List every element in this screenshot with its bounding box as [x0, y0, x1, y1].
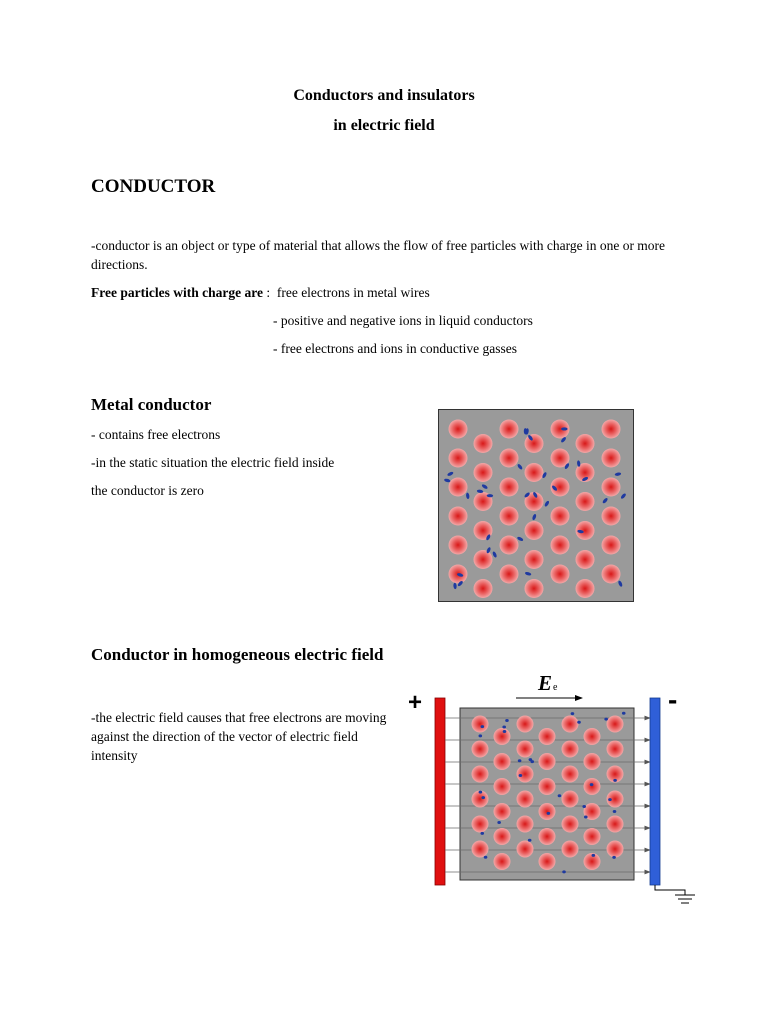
free-electron	[547, 812, 551, 815]
ion	[517, 841, 534, 858]
ion	[584, 828, 601, 845]
ion	[474, 463, 493, 482]
ion	[584, 728, 601, 745]
ion	[449, 449, 468, 468]
ion	[576, 579, 595, 598]
free-electron	[497, 821, 501, 824]
free-electron	[608, 798, 612, 801]
ion	[539, 728, 556, 745]
ion	[500, 420, 519, 439]
free-particles-colon: :	[262, 285, 271, 300]
ion	[576, 492, 595, 511]
free-electron	[503, 730, 507, 733]
ion	[602, 565, 621, 584]
free-particles-item: - positive and negative ions in liquid conductors	[273, 313, 533, 328]
ion	[602, 420, 621, 439]
ion	[472, 766, 489, 783]
ion	[525, 521, 544, 540]
free-electron	[479, 791, 483, 794]
ion	[500, 507, 519, 526]
free-particles-label: Free particles with charge are	[91, 285, 263, 300]
ion	[494, 853, 511, 870]
ion	[500, 478, 519, 497]
positive-plate	[435, 698, 445, 885]
metal-conductor-line: - contains free electrons	[91, 427, 221, 442]
free-electron	[480, 832, 484, 835]
free-electron	[590, 783, 594, 786]
free-electron	[528, 839, 532, 842]
free-particles-item: free electrons in metal wires	[276, 285, 430, 300]
free-electron	[502, 725, 506, 728]
ion	[494, 728, 511, 745]
ion	[562, 766, 579, 783]
ion	[500, 565, 519, 584]
ion	[607, 741, 624, 758]
free-electron	[584, 816, 588, 819]
free-particles-item: - free electrons and ions in conductive gasses	[273, 341, 518, 356]
free-electron	[478, 734, 482, 737]
homogeneous-field-text: -the electric field causes that free electrons are moving against the direction of the vector of electric field intensity	[91, 710, 387, 763]
free-electron	[562, 870, 566, 873]
ion	[539, 853, 556, 870]
ion	[500, 449, 519, 468]
ion	[500, 536, 519, 555]
field-subscript: e	[553, 682, 558, 693]
ion	[517, 716, 534, 733]
ion	[472, 816, 489, 833]
ion	[494, 828, 511, 845]
ion	[562, 816, 579, 833]
page-subtitle: in electric field	[333, 117, 435, 134]
free-electron	[612, 856, 616, 859]
minus-sign: -	[668, 684, 678, 715]
free-electron	[571, 712, 575, 715]
free-electron	[613, 810, 617, 813]
ion	[472, 741, 489, 758]
free-electron	[518, 759, 522, 762]
ion	[539, 803, 556, 820]
free-electron	[622, 712, 626, 715]
ion	[584, 778, 601, 795]
homogeneous-field-heading: Conductor in homogeneous electric field	[91, 645, 384, 664]
ion	[525, 579, 544, 598]
ion	[517, 816, 534, 833]
free-electron	[582, 805, 586, 808]
ion	[517, 766, 534, 783]
ion	[602, 478, 621, 497]
metal-conductor-heading: Metal conductor	[91, 395, 212, 414]
ion	[494, 803, 511, 820]
ion	[576, 434, 595, 453]
conductor-heading: CONDUCTOR	[91, 176, 216, 197]
free-electron	[519, 774, 523, 777]
ion	[494, 753, 511, 770]
ion	[525, 550, 544, 569]
ion	[517, 791, 534, 808]
free-particles-line	[91, 283, 430, 302]
ion	[562, 791, 579, 808]
free-electron	[577, 721, 581, 724]
conductor-definition: -conductor is an object or type of material that allows the flow of free particles with charge in one or more directions.	[91, 238, 666, 272]
ground-icon	[655, 885, 695, 903]
free-electron	[604, 718, 608, 721]
ion	[607, 716, 624, 733]
free-electron	[481, 725, 485, 728]
ion	[602, 536, 621, 555]
ion	[562, 741, 579, 758]
negative-plate	[650, 698, 660, 885]
ion	[449, 478, 468, 497]
plus-sign: +	[408, 689, 423, 716]
ion	[449, 420, 468, 439]
ion	[584, 753, 601, 770]
ion	[562, 716, 579, 733]
ion	[474, 434, 493, 453]
ion	[539, 828, 556, 845]
ion	[517, 741, 534, 758]
free-electron	[561, 427, 567, 430]
ion	[551, 507, 570, 526]
ion	[539, 753, 556, 770]
metal-lattice-diagram	[438, 409, 634, 602]
ion	[525, 434, 544, 453]
ion	[472, 716, 489, 733]
ion	[474, 579, 493, 598]
ion	[602, 507, 621, 526]
free-electron	[613, 779, 617, 782]
free-electron	[505, 719, 509, 722]
metal-conductor-line: the conductor is zero	[91, 483, 204, 498]
free-electron	[592, 854, 596, 857]
field-diagram	[410, 690, 710, 930]
free-electron	[484, 856, 488, 859]
ion	[602, 449, 621, 468]
ion	[472, 841, 489, 858]
free-electron	[558, 794, 562, 797]
field-symbol: E	[538, 671, 553, 695]
ion	[539, 778, 556, 795]
ion	[525, 463, 544, 482]
ion	[449, 536, 468, 555]
ion	[607, 816, 624, 833]
ion	[474, 550, 493, 569]
free-electron	[529, 758, 533, 761]
page-title: Conductors and insulators	[293, 87, 475, 104]
metal-conductor-line: -in the static situation the electric field inside	[91, 455, 335, 470]
ion	[562, 841, 579, 858]
ion	[551, 536, 570, 555]
ion	[576, 550, 595, 569]
free-electron	[481, 796, 485, 799]
ion	[607, 841, 624, 858]
ion	[551, 565, 570, 584]
ion	[494, 778, 511, 795]
ion	[449, 507, 468, 526]
